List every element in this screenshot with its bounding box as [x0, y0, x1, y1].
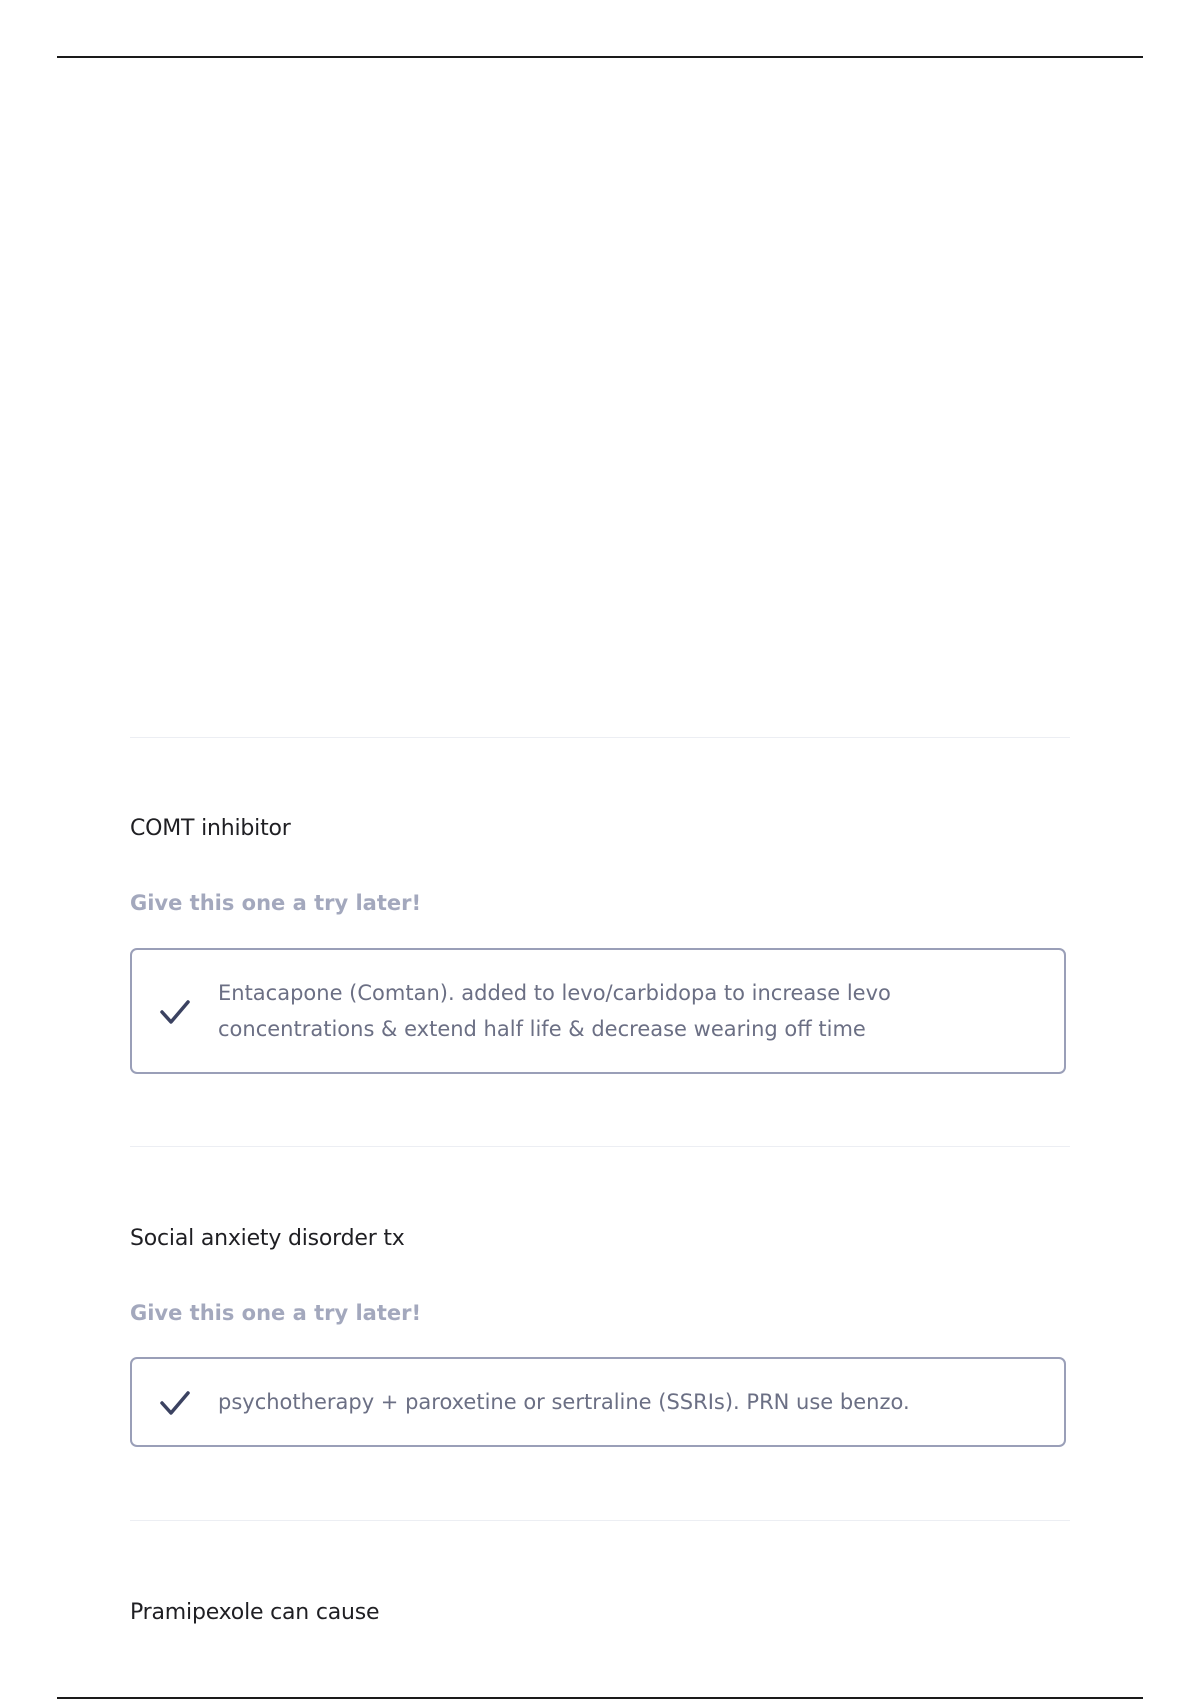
answer-box[interactable] — [130, 1357, 1066, 1447]
try-later-hint[interactable]: Give this one a try later! — [130, 891, 422, 915]
try-later-hint[interactable]: Give this one a try later! — [130, 1301, 422, 1325]
answer-box[interactable] — [130, 948, 1066, 1074]
card-term: Social anxiety disorder tx — [130, 1226, 405, 1251]
answer-text: psychotherapy + paroxetine or sertraline (SSRIs). PRN use benzo. — [218, 1390, 910, 1414]
checkmark-icon — [158, 1386, 192, 1420]
card-divider — [130, 737, 1070, 738]
page-top-rule — [57, 56, 1143, 58]
answer-text: Entacapone (Comtan). added to levo/carbidopa to increase levo concentrations & extend half life & decrease wearing off time — [218, 981, 891, 1041]
card-divider — [130, 1146, 1070, 1147]
card-divider — [130, 1520, 1070, 1521]
card-term: COMT inhibitor — [130, 816, 291, 841]
card-term: Pramipexole can cause — [130, 1600, 380, 1625]
checkmark-icon — [158, 995, 192, 1029]
page-bottom-rule — [57, 1697, 1143, 1699]
